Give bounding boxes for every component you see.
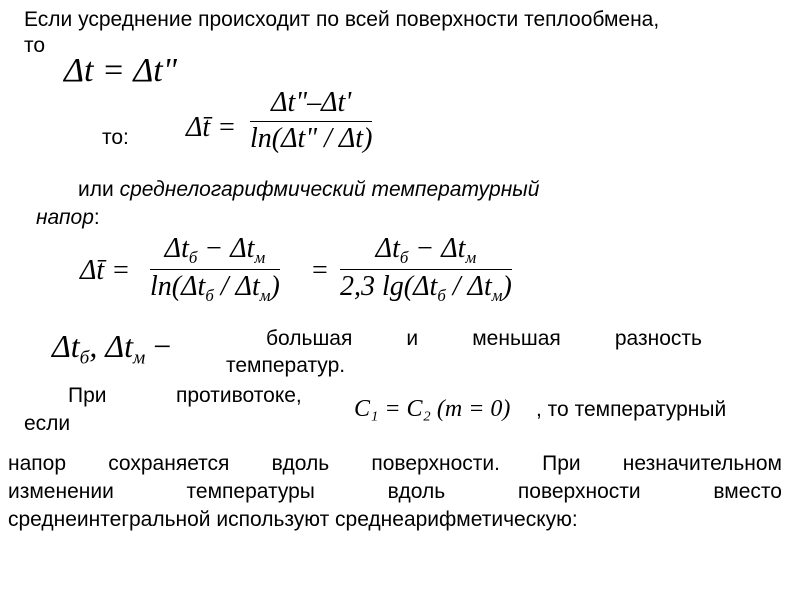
- formula-2-denominator: ln(Δt" / Δt): [250, 122, 373, 154]
- formula-delta-t-equals: [64, 52, 177, 90]
- formula-3-lhs: Δt̄ =: [80, 255, 131, 286]
- word: вместо: [713, 480, 782, 503]
- intro-line-2: то: [24, 34, 46, 57]
- formula-2-numerator: Δt"–Δt': [271, 87, 352, 118]
- then-label: то:: [102, 126, 129, 149]
- counterflow-suffix: , то температурный: [536, 398, 727, 421]
- counterflow-if: если: [24, 412, 71, 435]
- word: вдоль: [271, 452, 330, 475]
- lmtd-term: среднелогарифмический температурный: [119, 178, 540, 201]
- word: сохраняется: [108, 452, 230, 475]
- formula-3-frac2-numerator: $\Delta t_б - \Delta t_м$: [375, 233, 477, 267]
- word: поверхности: [517, 480, 641, 503]
- lmtd-line-2: [36, 206, 100, 230]
- lmtd-term-napor: напор: [36, 206, 94, 229]
- difference-line: [266, 327, 702, 351]
- intro-line-1: Если усреднение происходит по всей поверхности теплообмена,: [24, 8, 660, 31]
- formula-3-frac1-numerator: $\Delta t_б - \Delta t_м$: [164, 233, 266, 267]
- counterflow-word-pri: При: [68, 384, 107, 407]
- fraction-bar: [340, 269, 512, 270]
- formula-3-fraction-2: [340, 234, 512, 306]
- counterflow-word-protivotoke: противотоке,: [176, 384, 302, 407]
- word-small: меньшая: [472, 327, 561, 350]
- lmtd-colon: :: [93, 206, 100, 229]
- word-difference: разность: [614, 327, 702, 350]
- fraction-bar: [150, 269, 280, 270]
- formula-2-lhs: Δt̄ =: [186, 112, 237, 143]
- formula-3-equals: =: [312, 255, 328, 286]
- word: температуры: [186, 480, 315, 503]
- delta-terms: $\Delta t_б$, $\Delta t_м$ −: [52, 328, 172, 369]
- word: напор: [8, 452, 67, 475]
- fraction-bar: [250, 121, 372, 122]
- formula-2-fraction: [250, 88, 372, 155]
- word: При: [542, 452, 581, 475]
- formula-1-text: Δt = Δt": [64, 52, 178, 89]
- difference-line-2: температур.: [226, 354, 346, 377]
- word: изменении: [8, 480, 114, 503]
- formula-3-frac1-denominator: $\ln(\Delta t_б / \Delta t_м)$: [150, 271, 280, 306]
- word: поверхности.: [371, 452, 500, 475]
- paragraph-line-3: среднеинтегральной используют среднеарифметическую:: [8, 508, 578, 531]
- word: незначительном: [622, 452, 782, 475]
- lmtd-prefix: или: [78, 178, 120, 201]
- word-and: и: [406, 327, 419, 350]
- counterflow-formula: C₁ = C₂ (m = 0): [354, 396, 511, 422]
- formula-3-fraction-1: [150, 234, 280, 306]
- paragraph-line-1: [8, 452, 782, 476]
- word: вдоль: [387, 480, 446, 503]
- formula-3-frac2-denominator: 2,3 $\lg(\Delta t_б / \Delta t_м)$: [340, 271, 512, 306]
- paragraph-line-2: [8, 480, 782, 504]
- word-big: большая: [266, 327, 353, 350]
- lmtd-line-1: [78, 178, 539, 202]
